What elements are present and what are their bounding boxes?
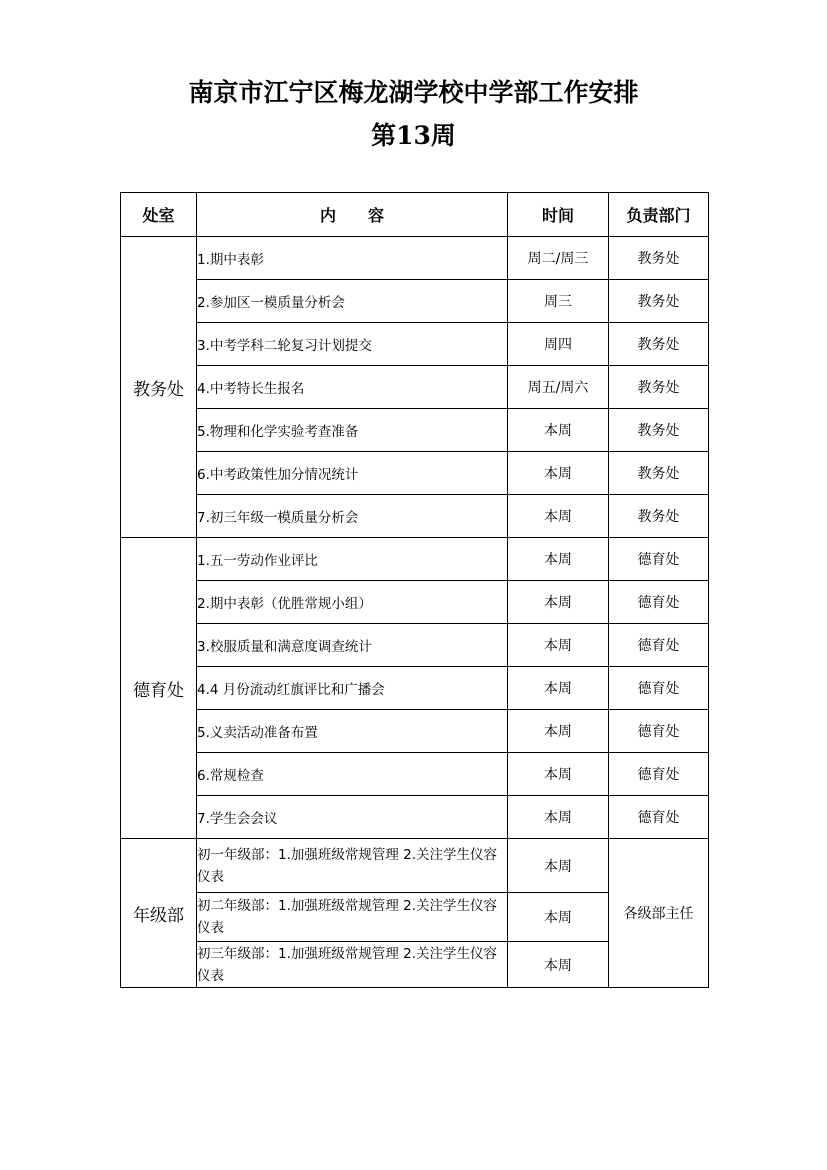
table-row (121, 452, 709, 495)
owner-cell: 教务处 (609, 452, 709, 495)
time-cell: 本周 (508, 409, 609, 452)
header-dept: 处室 (121, 193, 197, 237)
table-row (121, 366, 709, 409)
dept-cell: 年级部 (121, 839, 197, 988)
table-row (121, 796, 709, 839)
table-row (121, 667, 709, 710)
time-cell: 本周 (508, 495, 609, 538)
content-cell: 4.4 月份流动红旗评比和广播会 (197, 667, 508, 710)
time-cell: 本周 (508, 942, 609, 988)
owner-cell: 教务处 (609, 237, 709, 280)
header-owner: 负责部门 (609, 193, 709, 237)
content-cell: 4.中考特长生报名 (197, 366, 508, 409)
table-row (121, 753, 709, 796)
time-cell: 本周 (508, 710, 609, 753)
document-title: 南京市江宁区梅龙湖学校中学部工作安排 (188, 78, 639, 107)
time-cell: 周二/周三 (508, 237, 609, 280)
content-cell: 2.期中表彰（优胜常规小组） (197, 581, 508, 624)
schedule-table (120, 192, 709, 988)
owner-cell: 德育处 (609, 624, 709, 667)
header-row (121, 193, 709, 237)
owner-cell: 教务处 (609, 323, 709, 366)
table-row (121, 710, 709, 753)
content-cell: 3.中考学科二轮复习计划提交 (197, 323, 508, 366)
owner-cell: 德育处 (609, 753, 709, 796)
owner-cell: 德育处 (609, 796, 709, 839)
content-cell: 初二年级部：1.加强班级常规管理 2.关注学生仪容仪表 (197, 893, 508, 942)
time-cell: 周五/周六 (508, 366, 609, 409)
owner-cell: 教务处 (609, 366, 709, 409)
content-cell: 初三年级部：1.加强班级常规管理 2.关注学生仪容仪表 (197, 942, 508, 988)
content-cell: 3.校服质量和满意度调查统计 (197, 624, 508, 667)
dept-cell: 德育处 (121, 538, 197, 839)
table-row (121, 538, 709, 581)
owner-cell: 德育处 (609, 581, 709, 624)
content-cell: 1.期中表彰 (197, 237, 508, 280)
time-cell: 本周 (508, 893, 609, 942)
content-cell: 5.义卖活动准备布置 (197, 710, 508, 753)
dept-cell: 教务处 (121, 237, 197, 538)
time-cell: 本周 (508, 667, 609, 710)
content-cell: 初一年级部：1.加强班级常规管理 2.关注学生仪容仪表 (197, 839, 508, 893)
header-content: 内 容 (197, 193, 508, 237)
time-cell: 本周 (508, 753, 609, 796)
week-subtitle: 第13周 (371, 121, 456, 150)
time-cell: 本周 (508, 452, 609, 495)
content-cell: 5.物理和化学实验考查准备 (197, 409, 508, 452)
time-cell: 周四 (508, 323, 609, 366)
time-cell: 本周 (508, 624, 609, 667)
table-row (121, 495, 709, 538)
owner-cell: 教务处 (609, 495, 709, 538)
content-cell: 6.常规检查 (197, 753, 508, 796)
time-cell: 本周 (508, 839, 609, 893)
content-cell: 7.学生会会议 (197, 796, 508, 839)
content-cell: 6.中考政策性加分情况统计 (197, 452, 508, 495)
table-row (121, 323, 709, 366)
content-cell: 1.五一劳动作业评比 (197, 538, 508, 581)
header-time: 时间 (508, 193, 609, 237)
time-cell: 本周 (508, 538, 609, 581)
content-cell: 2.参加区一模质量分析会 (197, 280, 508, 323)
content-cell: 7.初三年级一模质量分析会 (197, 495, 508, 538)
table-row (121, 280, 709, 323)
owner-cell: 德育处 (609, 710, 709, 753)
table-row (121, 624, 709, 667)
owner-cell: 教务处 (609, 280, 709, 323)
table-row (121, 409, 709, 452)
time-cell: 本周 (508, 581, 609, 624)
table-row (121, 237, 709, 280)
table-row (121, 581, 709, 624)
owner-cell: 德育处 (609, 667, 709, 710)
table-row (121, 839, 709, 893)
owner-cell: 德育处 (609, 538, 709, 581)
time-cell: 本周 (508, 796, 609, 839)
time-cell: 周三 (508, 280, 609, 323)
owner-cell: 各级部主任 (609, 839, 709, 988)
owner-cell: 教务处 (609, 409, 709, 452)
